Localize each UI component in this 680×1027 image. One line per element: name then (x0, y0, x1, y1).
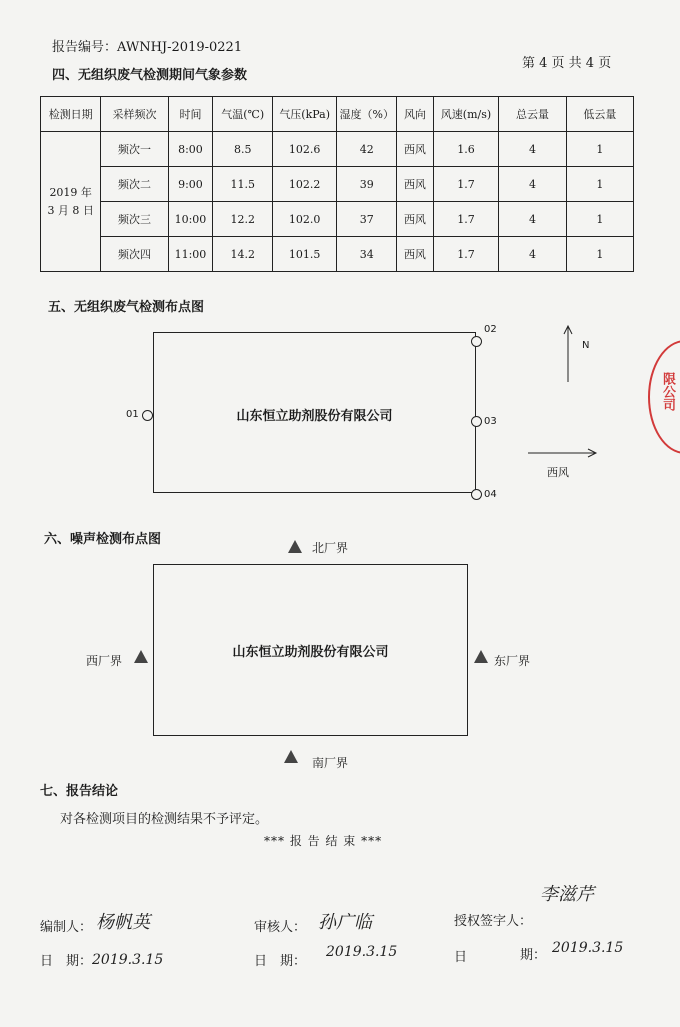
report-number: 报告编号：AWNHJ-2019-0221 (52, 40, 243, 55)
point-01-marker (142, 410, 153, 421)
section7-title: 七、报告结论 (40, 784, 119, 799)
south-boundary-label: 南厂界 (312, 756, 349, 770)
temp-cell: 8.5 (213, 132, 273, 167)
editor-date: 2019.3.15 (92, 952, 164, 968)
point-02-label: 02 (484, 324, 497, 335)
col-humidity: 湿度（%） (337, 97, 397, 132)
time-cell: 9:00 (168, 167, 213, 202)
signer-date: 2019.3.15 (552, 940, 624, 956)
signer-signature: 李滋芹 (540, 884, 594, 905)
pressure-cell: 101.5 (273, 237, 337, 272)
low-cloud-cell: 1 (566, 167, 633, 202)
wind-dir-cell: 西风 (397, 237, 433, 272)
col-time: 时间 (168, 97, 213, 132)
freq-cell: 频次一 (101, 132, 168, 167)
humidity-cell: 34 (337, 237, 397, 272)
point-04-label: 04 (484, 489, 497, 500)
section5-title: 五、无组织废气检测布点图 (48, 300, 205, 315)
time-cell: 10:00 (168, 202, 213, 237)
freq-cell: 频次三 (101, 202, 168, 237)
low-cloud-cell: 1 (566, 237, 633, 272)
reviewer-date: 2019.3.15 (326, 944, 398, 960)
humidity-cell: 39 (337, 167, 397, 202)
east-boundary-label: 东厂界 (494, 654, 531, 668)
west-boundary-marker-icon (134, 650, 148, 663)
weather-table (40, 96, 634, 272)
page-info: 第 4 页 共 4 页 (522, 56, 612, 71)
table-row (41, 132, 634, 167)
east-boundary-marker-icon (474, 650, 488, 663)
col-freq: 采样频次 (101, 97, 168, 132)
west-boundary-label: 西厂界 (86, 654, 123, 668)
factory-boundary-noise (153, 564, 468, 736)
col-low-cloud: 低云量 (566, 97, 633, 132)
north-boundary-label: 北厂界 (312, 541, 349, 555)
total-cloud-cell: 4 (499, 237, 566, 272)
wind-label: 西风 (547, 466, 569, 479)
signer-date-label-start: 日 (454, 950, 468, 965)
editor-label: 编制人： (40, 920, 93, 935)
date-cell: 2019 年 3 月 8 日 (41, 132, 101, 272)
table-row (41, 237, 634, 272)
wind-speed-cell: 1.7 (433, 237, 499, 272)
north-arrow-icon (556, 322, 580, 384)
factory-boundary-gas (153, 332, 476, 493)
freq-cell: 频次四 (101, 237, 168, 272)
temp-cell: 12.2 (213, 202, 273, 237)
temp-cell: 11.5 (213, 167, 273, 202)
time-cell: 8:00 (168, 132, 213, 167)
col-pressure: 气压(kPa) (273, 97, 337, 132)
col-temp: 气温(℃) (213, 97, 273, 132)
point-03-label: 03 (484, 416, 497, 427)
conclusion-text: 对各检测项目的检测结果不予评定。 (60, 812, 269, 827)
temp-cell: 14.2 (213, 237, 273, 272)
wind-speed-cell: 1.6 (433, 132, 499, 167)
point-01-label: 01 (126, 409, 139, 420)
wind-direction-arrow-icon (528, 446, 600, 460)
signer-label: 授权签字人： (454, 914, 533, 929)
table-row (41, 202, 634, 237)
wind-dir-cell: 西风 (397, 167, 433, 202)
company-name-noise: 山东恒立助剂股份有限公司 (232, 645, 389, 660)
wind-dir-cell: 西风 (397, 132, 433, 167)
reviewer-label: 审核人： (254, 920, 307, 935)
point-04-marker (471, 489, 482, 500)
col-wind-speed: 风速(m/s) (433, 97, 499, 132)
reviewer-signature: 孙广临 (318, 912, 372, 933)
point-02-marker (471, 336, 482, 347)
wind-dir-cell: 西风 (397, 202, 433, 237)
editor-signature: 杨帆英 (96, 912, 150, 933)
south-boundary-marker-icon (284, 750, 298, 763)
section4-title: 四、无组织废气检测期间气象参数 (52, 68, 248, 83)
pressure-cell: 102.6 (273, 132, 337, 167)
col-date: 检测日期 (41, 97, 101, 132)
table-header-row (41, 97, 634, 132)
section6-title: 六、噪声检测布点图 (44, 532, 162, 547)
low-cloud-cell: 1 (566, 202, 633, 237)
official-stamp (648, 340, 680, 454)
point-03-marker (471, 416, 482, 427)
editor-date-label: 日 期： (40, 954, 93, 969)
table-row (41, 167, 634, 202)
col-total-cloud: 总云量 (499, 97, 566, 132)
signer-date-label-end: 期： (520, 948, 547, 963)
total-cloud-cell: 4 (499, 202, 566, 237)
low-cloud-cell: 1 (566, 132, 633, 167)
north-boundary-marker-icon (288, 540, 302, 553)
total-cloud-cell: 4 (499, 167, 566, 202)
stamp-text: 限公司 (660, 372, 675, 411)
wind-speed-cell: 1.7 (433, 202, 499, 237)
col-wind-dir: 风向 (397, 97, 433, 132)
time-cell: 11:00 (168, 237, 213, 272)
total-cloud-cell: 4 (499, 132, 566, 167)
freq-cell: 频次二 (101, 167, 168, 202)
north-label: N (582, 340, 590, 351)
humidity-cell: 42 (337, 132, 397, 167)
company-name-gas: 山东恒立助剂股份有限公司 (236, 409, 393, 424)
humidity-cell: 37 (337, 202, 397, 237)
pressure-cell: 102.0 (273, 202, 337, 237)
report-end-mark: *** 报 告 结 束 *** (264, 834, 383, 848)
wind-speed-cell: 1.7 (433, 167, 499, 202)
reviewer-date-label: 日 期： (254, 954, 307, 969)
pressure-cell: 102.2 (273, 167, 337, 202)
